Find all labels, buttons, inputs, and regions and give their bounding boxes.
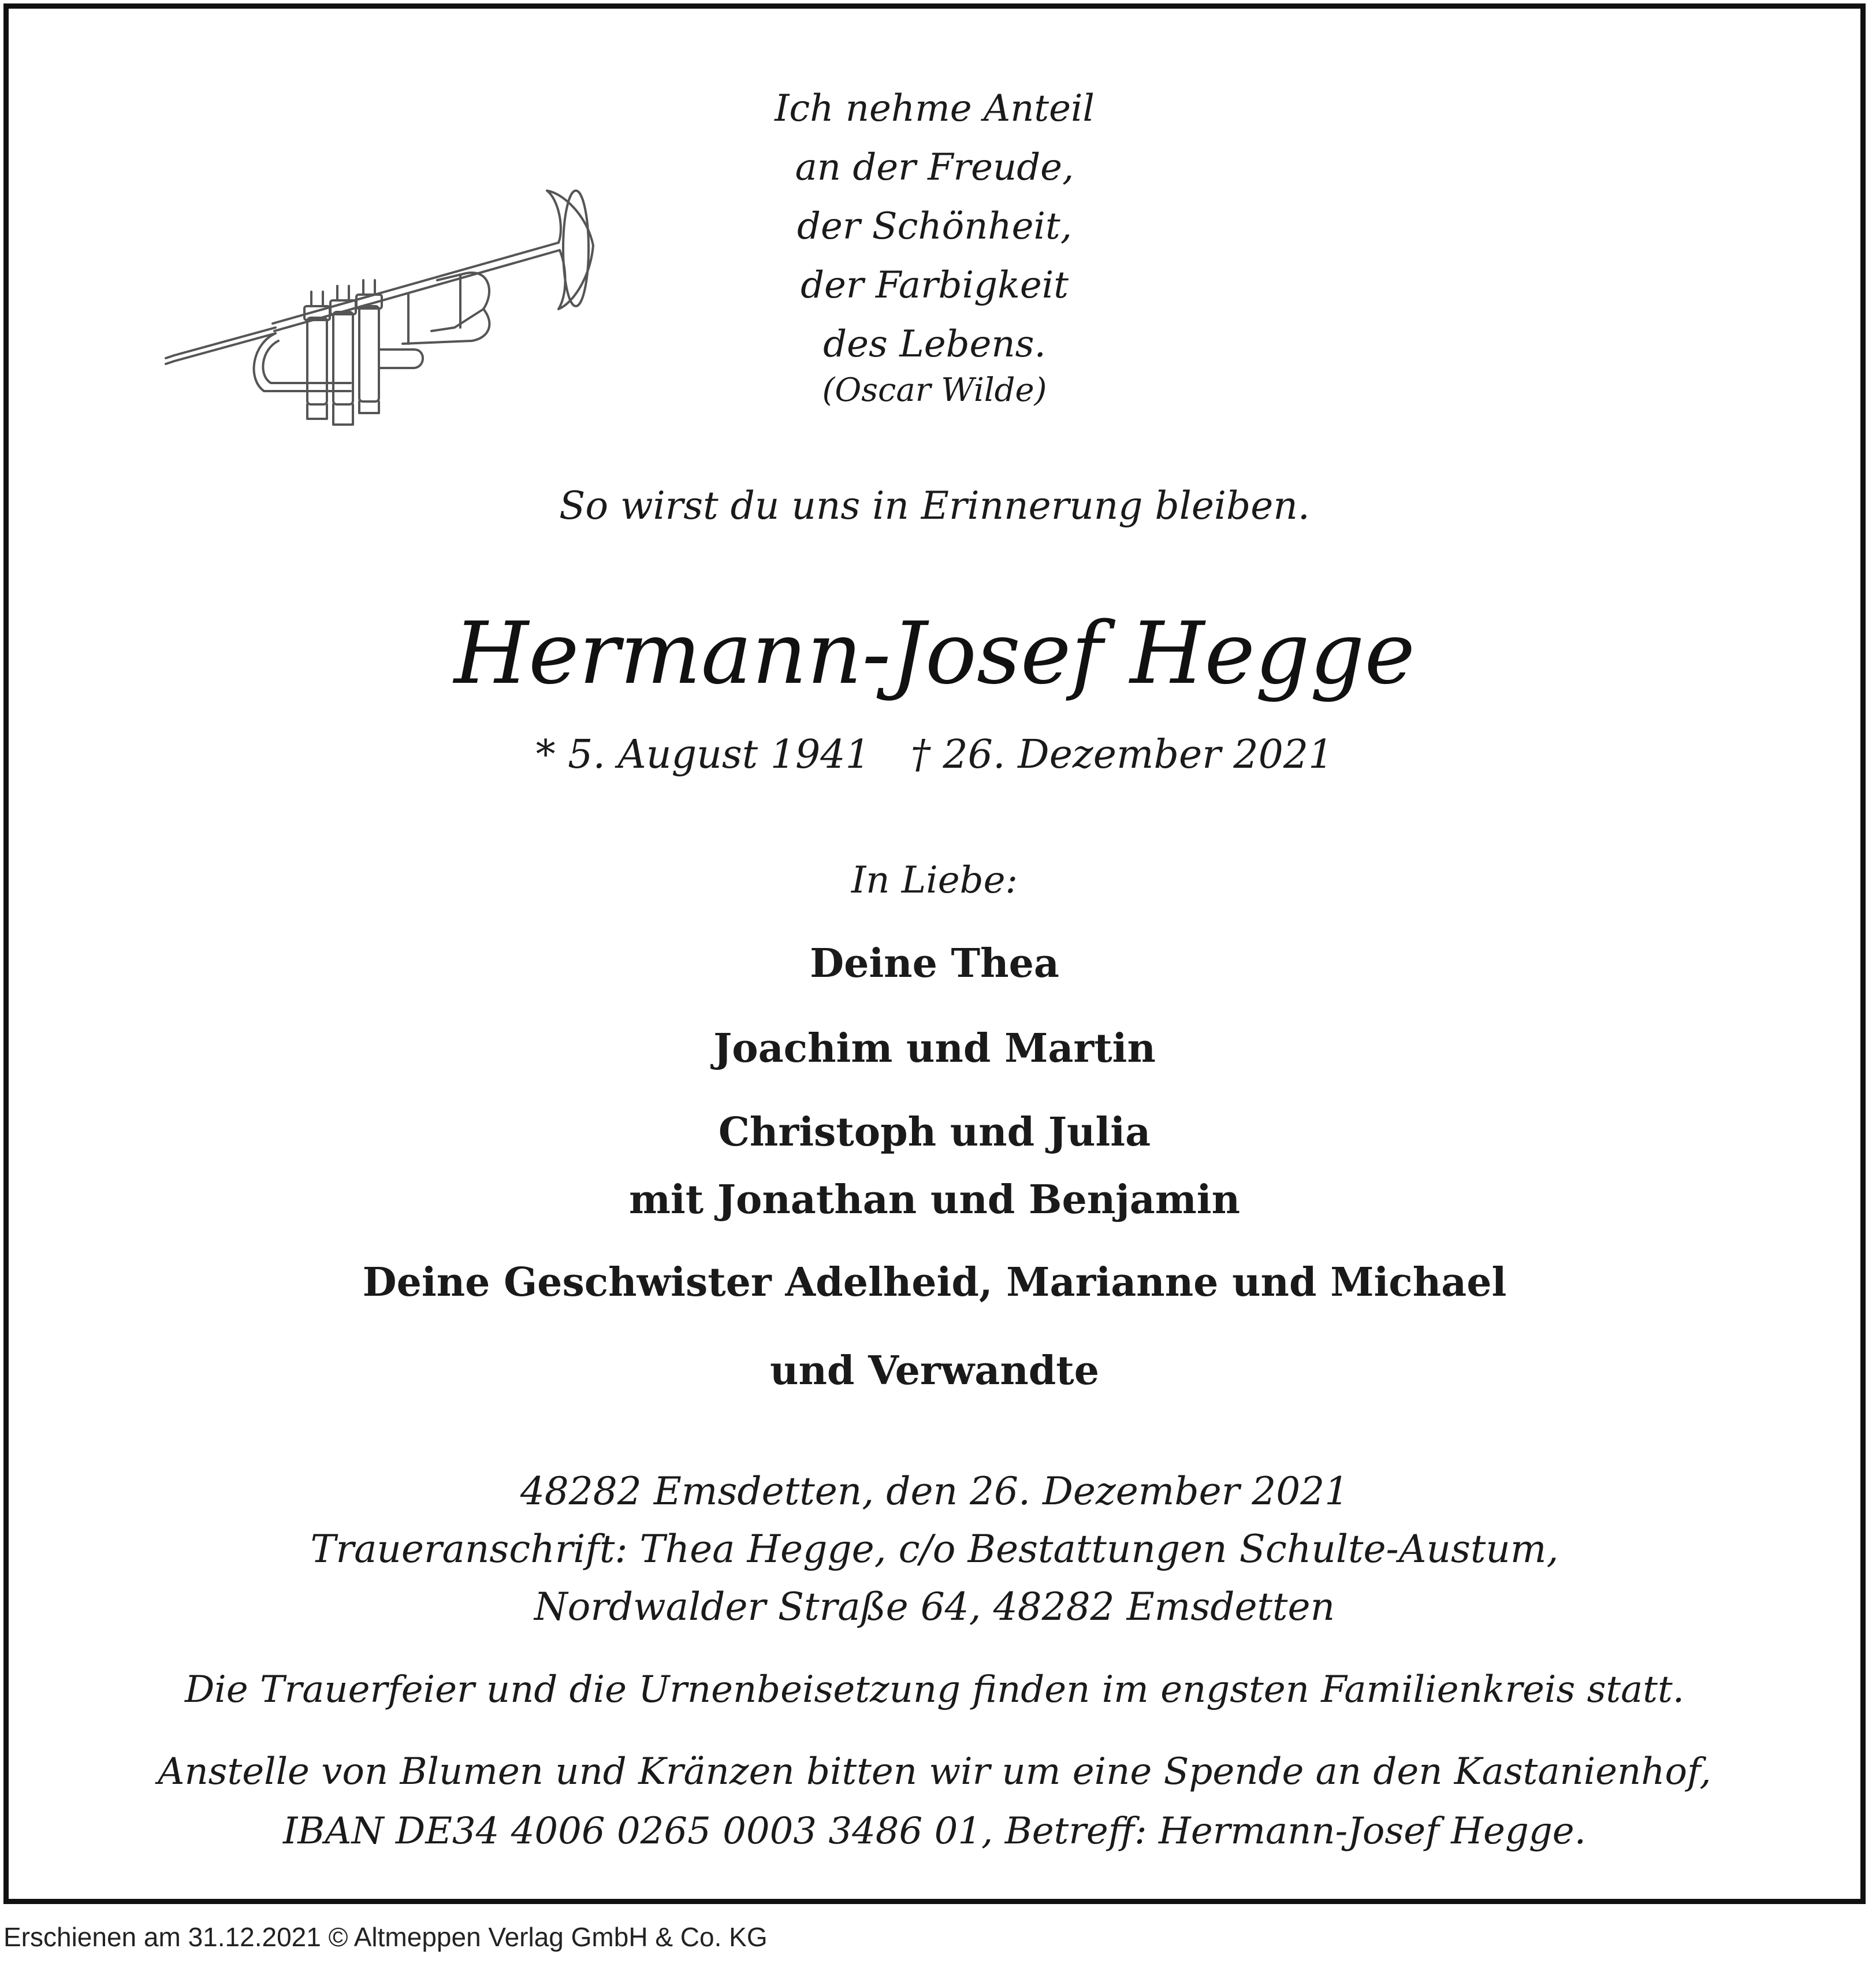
life-dates [9, 732, 1860, 778]
family-line: und Verwandte [770, 1348, 1099, 1394]
birth-date: * 5. August 1941 [535, 732, 870, 778]
place-date: 48282 Emsdetten, den 26. Dezember 2021 [520, 1469, 1349, 1514]
family-line: Deine Thea [810, 940, 1059, 987]
donation-line: IBAN DE34 4006 0265 0003 3486 01, Betreff: Hermann-Josef Hegge. [283, 1810, 1586, 1853]
death-date: † 26. Dezember 2021 [910, 732, 1334, 778]
quote-line: der Farbigkeit [801, 264, 1069, 307]
donation-line: Anstelle von Blumen und Kränzen bitten wir um eine Spende an den Kastanienhof, [158, 1750, 1711, 1793]
family-intro: In Liebe: [851, 859, 1018, 902]
memory-line: So wirst du uns in Erinnerung bleiben. [559, 484, 1310, 528]
quote-block [9, 79, 1860, 374]
ceremony-note: Die Trauerfeier und die Urnenbeisetzung finden im engsten Familienkreis statt. [184, 1668, 1685, 1711]
deceased-name: Hermann-Josef Hegge [453, 604, 1416, 703]
family-line: Christoph und Julia [718, 1109, 1151, 1155]
family-line: mit Jonathan und Benjamin [628, 1177, 1241, 1223]
quote-line: der Schönheit, [796, 205, 1073, 248]
publication-footer: Erschienen am 31.12.2021 © Altmeppen Verlag GmbH & Co. KG [3, 1922, 768, 1952]
obituary-frame [3, 3, 1866, 1904]
quote-line: Ich nehme Anteil [775, 87, 1095, 130]
quote-author: (Oscar Wilde) [822, 371, 1047, 409]
family-line: Joachim und Martin [713, 1025, 1156, 1072]
quote-line: des Lebens. [823, 323, 1046, 366]
mourning-address-line: Traueranschrift: Thea Hegge, c/o Bestattungen Schulte-Austum, [310, 1527, 1559, 1571]
quote-line: an der Freude, [795, 146, 1074, 189]
mourning-address-line: Nordwalder Straße 64, 48282 Emsdetten [534, 1585, 1335, 1629]
family-line: Deine Geschwister Adelheid, Marianne und Michael [362, 1259, 1507, 1306]
